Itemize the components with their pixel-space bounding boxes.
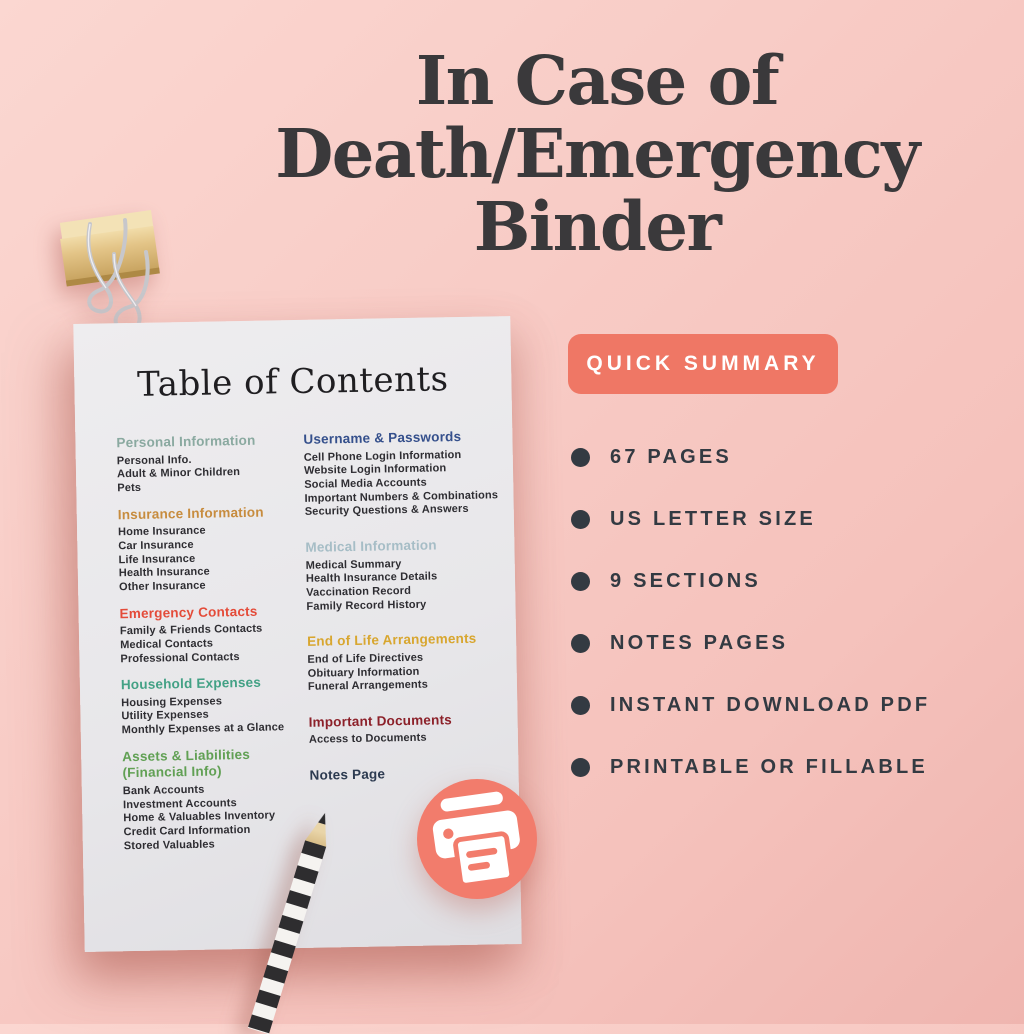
toc-section-title: End of Life Arrangements	[307, 631, 477, 650]
toc-item: Family Record History	[306, 598, 427, 613]
toc-item: Utility Expenses	[121, 709, 209, 723]
toc-item: Family & Friends Contacts	[119, 622, 263, 638]
title-line-1: In Case of	[415, 41, 779, 120]
bullet-icon	[571, 572, 590, 591]
toc-item: Adult & Minor Children	[116, 466, 241, 481]
toc-section-title: Important Documents	[308, 712, 453, 730]
toc-item: Funeral Arrangements	[307, 678, 429, 694]
toc-item: Professional Contacts	[120, 650, 240, 665]
toc-section	[116, 432, 303, 496]
summary-item-label: INSTANT DOWNLOAD PDF	[610, 693, 931, 716]
toc-item: Access to Documents	[308, 732, 427, 747]
toc-item: Car Insurance	[118, 538, 194, 553]
toc-item: Home & Valuables Inventory	[123, 809, 276, 825]
bullet-icon	[571, 634, 590, 653]
binder-clip-icon	[26, 194, 176, 344]
toc-left-column	[116, 432, 310, 865]
toc-item: Medical Summary	[305, 557, 402, 572]
summary-row	[571, 757, 930, 777]
summary-item-label: US LETTER SIZE	[610, 507, 816, 530]
toc-item: Obituary Information	[307, 665, 420, 680]
toc-item: Health Insurance	[118, 565, 211, 580]
toc-item: Life Insurance	[118, 552, 196, 566]
summary-item-label: 9 SECTIONS	[610, 569, 761, 592]
toc-section-title: Username & Passwords	[303, 428, 462, 447]
toc-item: Website Login Information	[303, 462, 447, 478]
toc-item: Medical Contacts	[120, 637, 214, 652]
toc-item: Security Questions & Answers	[304, 503, 469, 519]
toc-section	[118, 503, 306, 594]
summary-item-label: 67 PAGES	[610, 445, 732, 468]
toc-item: Vaccination Record	[306, 584, 412, 599]
toc-title: Table of Contents	[136, 359, 449, 405]
toc-section	[308, 711, 517, 748]
toc-item: Bank Accounts	[122, 783, 205, 798]
binder-clip	[26, 194, 176, 344]
bullet-icon	[571, 448, 590, 467]
quick-summary-badge	[568, 334, 838, 394]
summary-row	[571, 509, 930, 529]
toc-section-title: Medical Information	[305, 537, 437, 555]
bullet-icon	[571, 758, 590, 777]
quick-summary-label: QUICK SUMMARY	[586, 352, 820, 375]
toc-item: Pets	[117, 481, 142, 495]
toc-section-title: Notes Page	[309, 766, 386, 783]
toc-right-column	[303, 428, 518, 804]
toc-item: Health Insurance Details	[305, 570, 438, 586]
summary-row	[571, 447, 930, 467]
summary-item-label: PRINTABLE OR FILLABLE	[610, 755, 928, 778]
toc-item: Social Media Accounts	[304, 476, 427, 491]
toc-section-title: Household Expenses	[120, 674, 262, 693]
title-line-3: Binder	[473, 187, 721, 266]
bullet-icon	[571, 696, 590, 715]
toc-section	[121, 674, 308, 738]
toc-item: Personal Info.	[116, 453, 192, 467]
toc-item: Stored Valuables	[123, 838, 215, 852]
toc-section-title: Insurance Information	[117, 504, 264, 522]
toc-section	[119, 602, 306, 666]
toc-section	[122, 746, 310, 854]
printer-badge	[417, 779, 537, 899]
toc-item: Important Numbers & Combinations	[304, 488, 499, 505]
toc-item: Housing Expenses	[121, 695, 223, 709]
toc-item: Home Insurance	[117, 524, 206, 539]
toc-section-title: Personal Information	[116, 432, 256, 451]
printer-icon	[418, 780, 536, 898]
toc-item: Investment Accounts	[122, 796, 237, 811]
toc-section-title: Assets & Liabilities (Financial Info)	[122, 746, 251, 781]
toc-item: End of Life Directives	[307, 651, 424, 666]
quick-summary-list	[571, 447, 930, 819]
bullet-icon	[571, 510, 590, 529]
toc-item: Monthly Expenses at a Glance	[121, 721, 285, 737]
page-title	[150, 41, 1024, 266]
summary-item-label: NOTES PAGES	[610, 631, 789, 654]
toc-section	[305, 536, 514, 614]
summary-row	[571, 695, 930, 715]
title-line-2: Death/Emergency	[275, 114, 919, 193]
toc-item: Cell Phone Login Information	[303, 448, 462, 464]
toc-section	[307, 630, 516, 694]
toc-section	[303, 428, 513, 520]
toc-item: Other Insurance	[119, 579, 206, 594]
summary-row	[571, 633, 930, 653]
toc-section-title: Emergency Contacts	[119, 603, 258, 621]
summary-row	[571, 571, 930, 591]
toc-item: Credit Card Information	[123, 823, 251, 839]
